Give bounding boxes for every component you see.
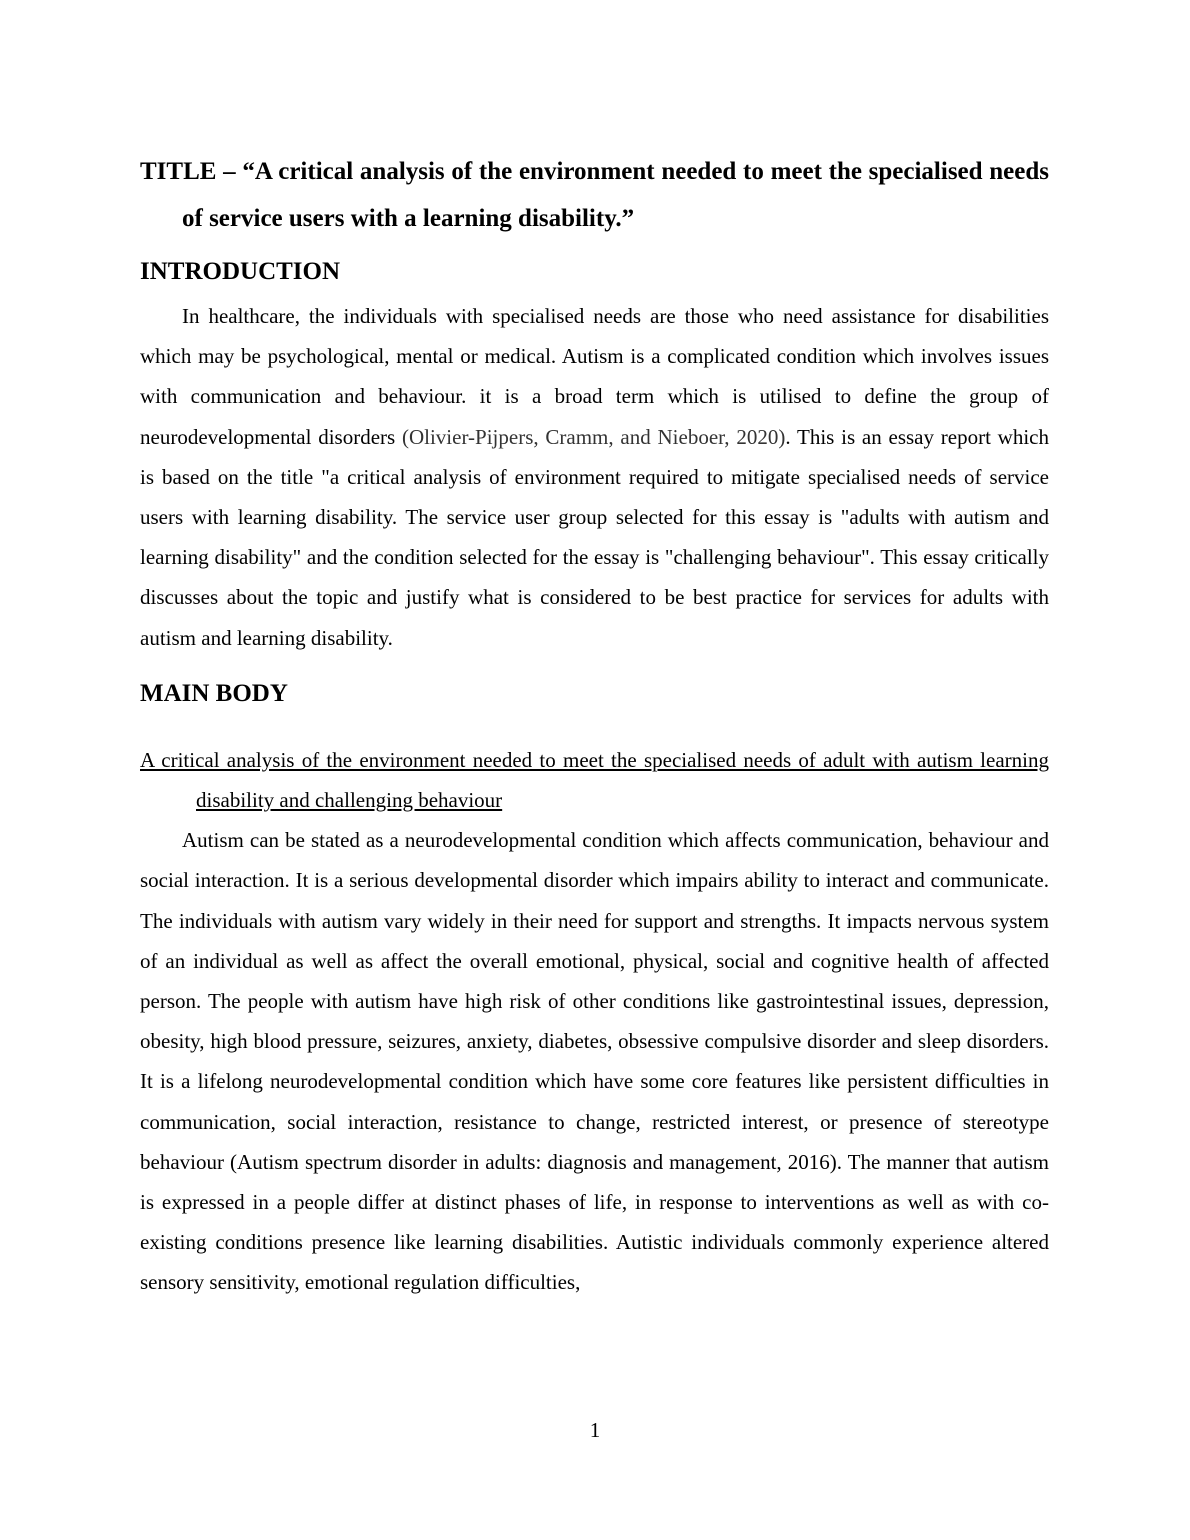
document-title: TITLE – “A critical analysis of the environment needed to meet the specialised needs of service users with a learning disability.” (140, 158, 1049, 232)
page-number: 1 (589, 1418, 601, 1442)
document-page (140, 148, 1049, 1303)
citation: (Olivier-Pijpers, Cramm, and Nieboer, 2020) (401, 424, 786, 449)
main-body-paragraph: Autism can be stated as a neurodevelopmental condition which affects communication, behaviour and social interaction. It is a serious developmental disorder which impairs ability to interact and communicate. The individuals with autism vary widely in their need for support and strengths. It impacts nervous system of an individual as well as affect the overall emotional, physical, social and cognitive health of affected person. The people with autism have high risk of other conditions like gastrointestinal issues, depression, obesity, high blood pressure, seizures, anxiety, diabetes, obsessive compulsive disorder and sleep disorders. It is a lifelong neurodevelopmental condition which have some core features like persistent difficulties in communication, social interaction, resistance to change, restricted interest, or presence of stereotype behaviour (Autism spectrum disorder in adults: diagnosis and management, 2016). The manner that autism is expressed in a people differ at distinct phases of life, in response to interventions as well as with co-existing conditions presence like learning disabilities. Autistic individuals commonly experience altered sensory sensitivity, emotional regulation difficulties, (140, 828, 1049, 1295)
intro-text: In healthcare, the individuals with specialised needs are those who need assistance for disabilities which may be psychological, mental or medical. Autism is a complicated condition which involves issues with communication and behaviour. it is a broad term which is utilised to define the group of neurodevelopmental disorders (140, 304, 1049, 449)
main-body-subheading: A critical analysis of the environment needed to meet the specialised needs of adult with autism learning disability and challenging behaviour (140, 747, 1049, 813)
introduction-paragraph (140, 296, 1049, 658)
main-body-heading: MAIN BODY (140, 679, 288, 707)
intro-text-continued: . This is an essay report which is based on the title "a critical analysis of environment required to mitigate specialised needs of service users with learning disability. The service user group selected for this essay is "adults with autism and learning disability" and the condition selected for the essay is "challenging behaviour". This essay critically discusses about the topic and justify what is considered to be best practice for services for adults with autism and learning disability. (140, 424, 1050, 650)
introduction-heading: INTRODUCTION (140, 258, 341, 285)
